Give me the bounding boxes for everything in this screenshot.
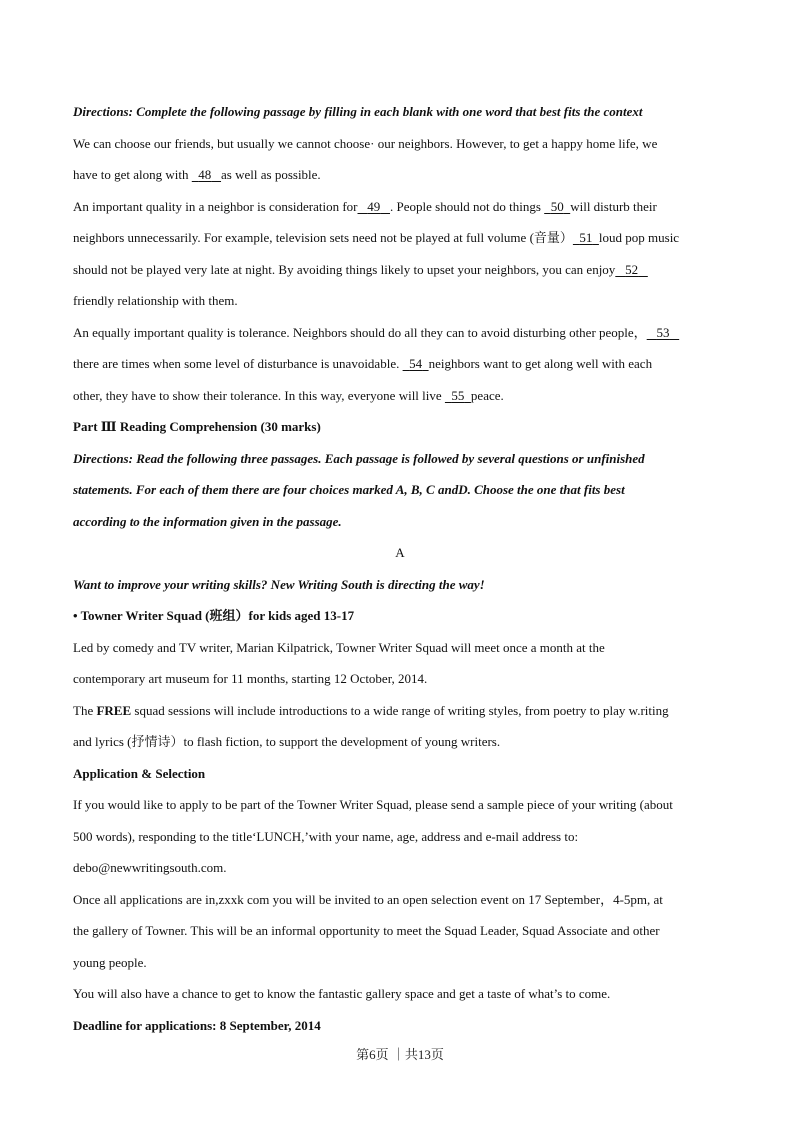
blank-number: 50 (550, 199, 564, 214)
passage-p4-line3: young people. (73, 955, 147, 970)
page-footer: 第6页 ｜共13页 (356, 1047, 444, 1062)
text-run: An equally important quality is tolerance. Neighbors should do all they can to avoid disturbing other people， (73, 325, 647, 340)
part3-directions-line2: statements. For each of them there are four choices marked A, B, C andD. Choose the one that fits best (73, 482, 625, 497)
passage-p3-line3: debo@newwritingsouth.com. (73, 860, 227, 875)
blank-48 (192, 167, 221, 182)
blank-number: 54 (409, 356, 423, 371)
cloze-p1-line2 (73, 167, 321, 183)
blank-number: 55 (451, 388, 465, 403)
free-emphasis: FREE (96, 703, 132, 718)
text-run: should not be played very late at night. By avoiding things likely to upset your neighbors, you can enjoy (73, 262, 616, 277)
text-run: there are times when some level of disturbance is unavoidable. (73, 356, 403, 371)
blank-55 (445, 388, 471, 403)
text-run: peace. (470, 388, 504, 403)
text-run: neighbors unnecessarily. For example, television sets need not be played at full volume (音量） (73, 230, 573, 245)
cloze-p3-line3 (73, 388, 504, 404)
blank-49 (358, 199, 391, 214)
passage-p3-line1: If you would like to apply to be part of the Towner Writer Squad, please send a sample piece of your writing (about (73, 797, 673, 812)
text-run: other, they have to show their tolerance. In this way, everyone will live (73, 388, 445, 403)
blank-54 (403, 356, 429, 371)
cloze-p2-line3 (73, 262, 648, 278)
blank-number: 52 (625, 262, 639, 277)
passage-p1-line1: Led by comedy and TV writer, Marian Kilpatrick, Towner Writer Squad will meet once a month at the (73, 640, 605, 655)
deadline: Deadline for applications: 8 September, 2014 (73, 1018, 321, 1033)
text-run: loud pop music (598, 230, 680, 245)
blank-number: 51 (579, 230, 593, 245)
text-run: squad sessions will include introductions to a wide range of writing styles, from poetry to play w.riting (131, 703, 669, 718)
blank-50 (544, 199, 570, 214)
part3-directions-line3: according to the information given in the passage. (73, 514, 342, 529)
cloze-p1-line1: We can choose our friends, but usually we cannot choose· our neighbors. However, to get a happy home life, we (73, 136, 658, 151)
part3-heading: Part Ⅲ Reading Comprehension (30 marks) (73, 419, 321, 434)
passage-label: A (395, 545, 405, 560)
text-run: will disturb their (570, 199, 657, 214)
application-heading: Application & Selection (73, 766, 206, 781)
text-run: neighbors want to get along well with each (428, 356, 653, 371)
passage-p4-line1: Once all applications are in,zxxk com you will be invited to an open selection event on 17 September，4-5pm, at (73, 892, 663, 907)
text-run: An important quality in a neighbor is consideration for (73, 199, 358, 214)
cloze-p3-line1 (73, 325, 679, 341)
text-run: . People should not do things (390, 199, 545, 214)
passage-p1-line2: contemporary art museum for 11 months, starting 12 October, 2014. (73, 671, 428, 686)
text-run: have to get along with (73, 167, 192, 182)
cloze-p2-line2 (73, 230, 679, 246)
cloze-directions: Directions: Complete the following passage by filling in each blank with one word that best fits the context (73, 104, 643, 119)
passage-p4-line2: the gallery of Towner. This will be an informal opportunity to meet the Squad Leader, Squad Associate and other (73, 923, 660, 938)
cloze-p2-line1 (73, 199, 657, 215)
text-run: as well as possible. (221, 167, 321, 182)
blank-number: 53 (656, 325, 670, 340)
passage-p2-line2: and lyrics (抒情诗）to flash fiction, to support the development of young writers. (73, 734, 501, 749)
text-run: The (73, 703, 97, 718)
passage-title: Want to improve your writing skills? New Writing South is directing the way! (73, 577, 485, 592)
passage-p2-line1 (73, 703, 669, 719)
blank-51 (573, 230, 599, 245)
passage-p5-line1: You will also have a chance to get to know the fantastic gallery space and get a taste of what’s to come. (73, 986, 611, 1001)
blank-number: 49 (367, 199, 381, 214)
blank-number: 48 (198, 167, 212, 182)
cloze-p3-line2 (73, 356, 652, 372)
blank-52 (615, 262, 648, 277)
passage-p3-line2: 500 words), responding to the title‘LUNCH,’with your name, age, address and e-mail address to: (73, 829, 579, 844)
blank-53 (647, 325, 680, 340)
bullet-heading: • Towner Writer Squad (班组）for kids aged 13-17 (73, 608, 355, 623)
cloze-p2-line4: friendly relationship with them. (73, 293, 238, 308)
part3-directions-line1: Directions: Read the following three passages. Each passage is followed by several questions or unfinished (73, 451, 645, 466)
